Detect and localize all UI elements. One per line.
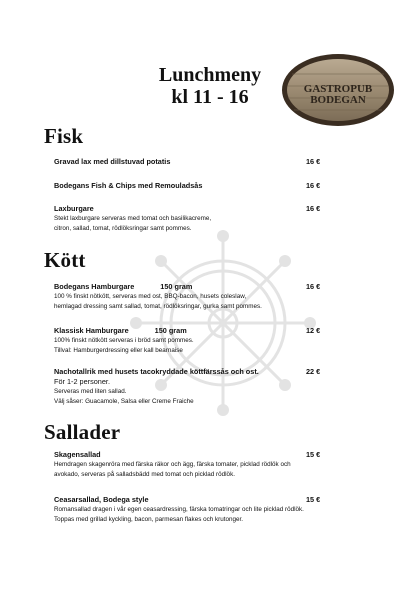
item-description: Serveras med liten sallad. [54,388,127,395]
item-description: Romansallad dragen i vår egen ceasardressing, färska tomatringar och lite picklad rödlök. [54,506,304,513]
item-description: Toppas med grillad kyckling, bacon, parmesan flakes och krutonger. [54,516,244,523]
item-price: 16 € [306,157,321,166]
item-price: 15 € [306,450,321,459]
item-name: Skagensallad [54,450,101,459]
item-name: Klassisk Hamburgare 150 gram [54,326,187,335]
item-description: Hemdragen skagenröra med färska räkor och ägg, färska tomater, picklad rödlök och [54,461,291,468]
item-price: 15 € [306,495,321,504]
item-description: avokado, serveras på salladsbädd med tomat och picklad rödlök. [54,471,235,478]
item-description: För 1-2 personer. [54,377,110,386]
item-description: hemlagad dressing samt sallad, tomat, rödlöksringar, gurka samt pommes. [54,303,262,310]
menu-title-line1: Lunchmeny [158,64,262,86]
wood-oval-logo-icon [280,52,396,128]
section-title-fisk: Fisk [44,124,84,148]
section-title-kott: Kött [44,248,86,272]
section-title-sallader: Sallader [44,420,121,444]
menu-title-line2: kl 11 - 16 [171,86,249,108]
item-description: Välj såser: Guacamole, Salsa eller Creme Fraiche [54,398,194,405]
item-name: Bodegans Fish & Chips med Remouladsås [54,181,203,190]
svg-text:BODEGAN: BODEGAN [310,94,366,106]
item-name: Gravad lax med dillstuvad potatis [54,157,171,166]
menu-title [150,64,270,108]
item-price: 16 € [306,181,321,190]
item-description: Stekt laxburgare serveras med tomat och basilikacreme, [54,215,212,222]
svg-text:GASTROPUB: GASTROPUB [303,83,373,95]
item-description: 100% finskt nötkött serveras i bröd samt pommes. [54,337,194,344]
item-price: 16 € [306,204,321,213]
item-name: Ceasarsallad, Bodega style [54,495,149,504]
item-name: Nachotallrik med husets tacokryddade köttfärssås och ost. [54,367,259,376]
item-description: 100 % finskt nötkött, serveras med ost, BBQ-bacon, husets coleslaw, [54,293,247,300]
item-price: 22 € [306,367,321,376]
item-name: Laxburgare [54,204,94,213]
item-price: 12 € [306,326,321,335]
item-description: Tillval: Hamburgerdressing eller kall bearnaise [54,347,183,354]
gastropub-bodegan-logo [280,52,396,128]
item-weight: 150 gram [160,282,193,291]
item-description: citron, sallad, tomat, rödlöksringar samt pommes. [54,225,192,232]
item-price: 16 € [306,282,321,291]
item-weight: 150 gram [154,326,187,335]
item-name: Bodegans Hamburgare 150 gram [54,282,193,291]
